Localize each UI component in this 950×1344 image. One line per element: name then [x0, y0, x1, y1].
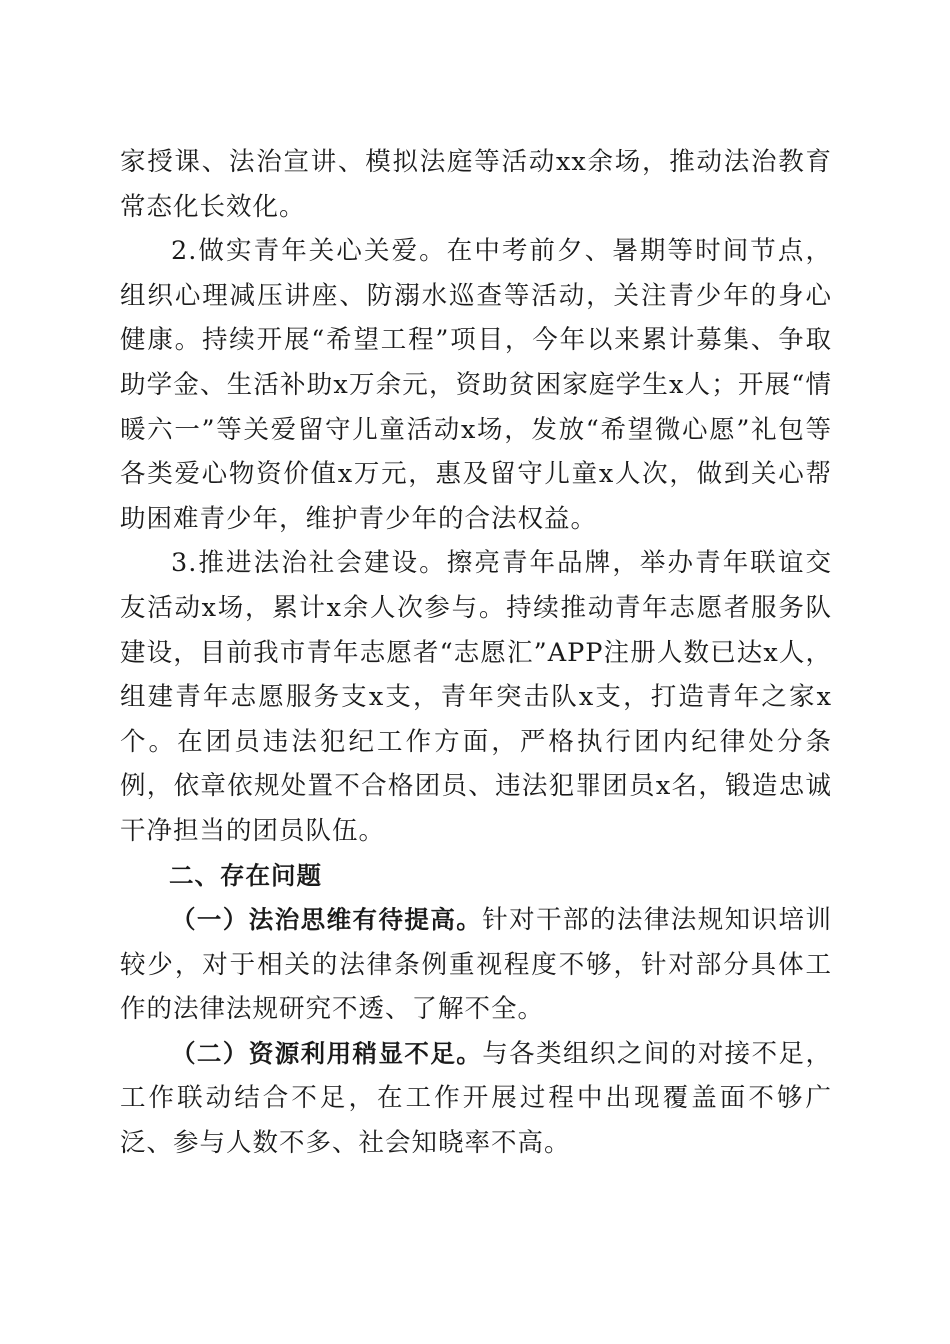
paragraph-continuation: 家授课、法治宣讲、模拟法庭等活动xx余场，推动法治教育常态化长效化。	[120, 147, 832, 222]
problem-2-body: 与各类组织之间的对接不足，工作联动结合不足，在工作开展过程中出现覆盖面不够广泛、参与人数不多、社会知晓率不高。	[120, 1038, 832, 1159]
section-heading: 二、存在问题	[169, 860, 322, 890]
problem-1-body: 针对干部的法律法规知识培训较少，对于相关的法律条例重视程度不够，针对部分具体工作的法律法规研究不透、了解不全。	[120, 905, 832, 1025]
paragraph-item-2: 2.做实青年关心关爱。在中考前夕、暑期等时间节点，组织心理减压讲座、防溺水巡查等活动，关注青少年的身心健康。持续开展“希望工程”项目，今年以来累计募集、争取助学金、生活补助x万余元，资助贫困家庭学生x人；开展“情暖六一”等关爱留守儿童活动x场，发放“希望微心愿”礼包等各类爱心物资价值x万元，惠及留守儿童x人次，做到关心帮助困难青少年，维护青少年的合法权益。	[120, 236, 832, 534]
paragraph-problem-2	[120, 1032, 832, 1166]
problem-2-title: （二）资源利用稍显不足。	[171, 1038, 483, 1068]
document-body	[120, 140, 832, 1166]
paragraph-item-3: 3.推进法治社会建设。擦亮青年品牌，举办青年联谊交友活动x场，累计x余人次参与。持续推动青年志愿者服务队建设，目前我市青年志愿者“志愿汇”APP注册人数已达x人，组建青年志愿服务支x支，青年突击队x支，打造青年之家x个。在团员违法犯纪工作方面，严格执行团内纪律处分条例，依章依规处置不合格团员、违法犯罪团员x名，锻造忠诚干净担当的团员队伍。	[120, 548, 832, 846]
problem-1-title: （一）法治思维有待提高。	[171, 905, 483, 935]
paragraph-problem-1	[120, 898, 832, 1032]
